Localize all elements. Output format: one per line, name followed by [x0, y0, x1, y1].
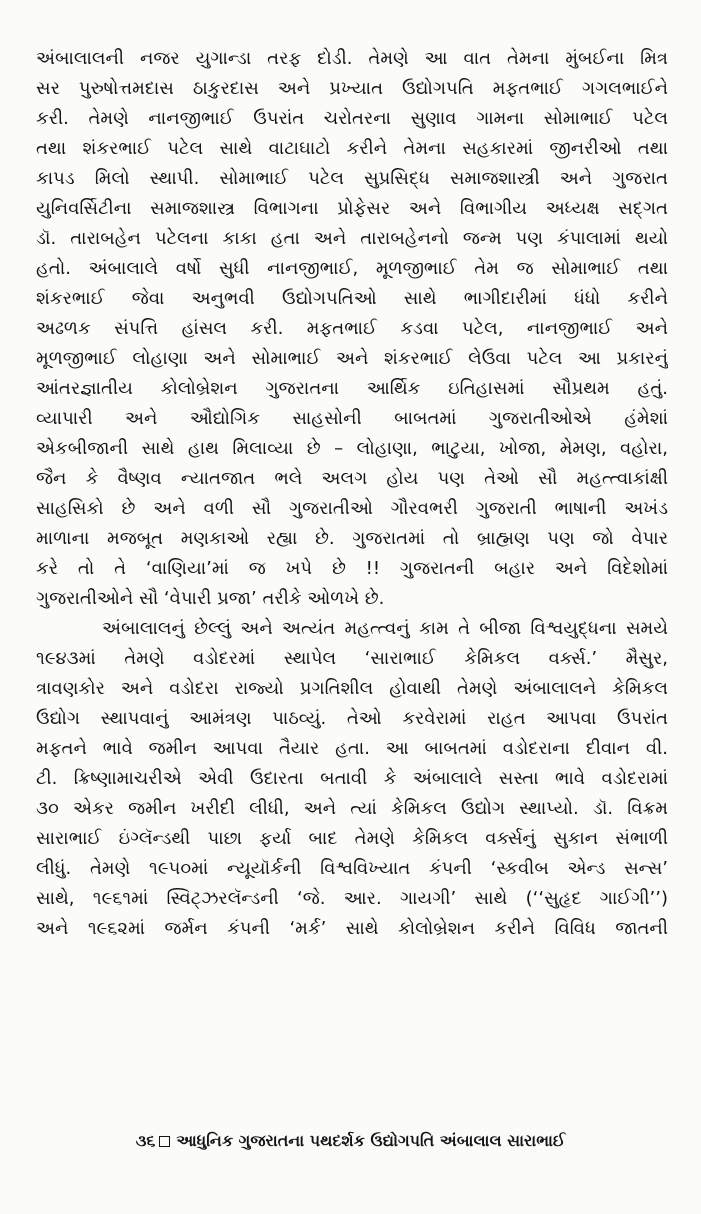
page-number: ૩૬ [135, 1131, 156, 1150]
text-line: એકબીજાની સાથે હાથ મિલાવ્યા છે – લોહાણા, ભાટુયા, ખોજા, મેમણ, વહોરા, [36, 438, 668, 459]
paragraph-1 [36, 44, 668, 614]
text-line: કરી. તેમણે નાનજીભાઈ ઉપરાંત ચરોતરના સુણાવ ગામના સોમાભાઈ પટેલ [36, 108, 668, 129]
text-line: હતો. અંબાલાલે વર્ષો સુધી નાનજીભાઈ, મૂળજીભાઈ તેમ જ સોમાભાઈ તથા [36, 258, 668, 279]
text-line: વ્યાપારી અને ઔદ્યોગિક સાહસોની બાબતમાં ગુજરાતીઓએ હંમેશાં [36, 408, 668, 429]
text-line: ત્રાવણકોર અને વડોદરા રાજ્યો પ્રગતિશીલ હોવાથી તેમણે અંબાલાલને કેમિકલ [36, 678, 668, 699]
text-line: અંબાલાલની નજર યુગાન્ડા તરફ દોડી. તેમણે આ વાત તેમના મુંબઈના મિત્ર [36, 48, 668, 69]
text-line: સાહસિકો છે અને વળી સૌ ગુજરાતીઓ ગૌરવભરી ગુજરાતી ભાષાની અખંડ [36, 498, 668, 519]
text-line: શંકરભાઈ જેવા અનુભવી ઉદ્યોગપતિઓ સાથે ભાગીદારીમાં ધંધો કરીને [36, 288, 668, 309]
text-line: ઉદ્યોગ સ્થાપવાનું આમંત્રણ પાઠવ્યું. તેઓ કરવેરામાં રાહત આપવા ઉપરાંત [36, 708, 668, 729]
text-line: સારાભાઈ ઇંગ્લૅન્ડથી પાછા ફર્યા બાદ તેમણે કેમિકલ વર્ક્સનું સુકાન સંભાળી [36, 828, 668, 849]
body-text [36, 44, 668, 944]
running-title: આધુનિક ગુજરાતના પથદર્શક ઉદ્યોગપતિ અંબાલાલ સારાભાઈ [176, 1131, 566, 1150]
text-line: આંતરજ્ઞાતીય કોલોબ્રેશન ગુજરાતના આર્થિક ઇતિહાસમાં સૌપ્રથમ હતું. [36, 378, 668, 399]
text-line: જૈન કે વૈષ્ણવ ન્યાતજાત ભલે અલગ હોય પણ તેઓ સૌ મહત્ત્વાકાંક્ષી [36, 468, 668, 489]
page-footer [0, 1129, 701, 1153]
text-line: અઢળક સંપત્તિ હાંસલ કરી. મફતભાઈ કડવા પટેલ, નાનજીભાઈ અને [36, 318, 668, 339]
text-line: લીધું. તેમણે ૧૯૫૦માં ન્યૂયૉર્કની વિશ્વવિખ્યાત કંપની ‘સ્કવીબ એન્ડ સન્સ’ [36, 858, 668, 879]
text-line: ગુજરાતીઓને સૌ ‘વેપારી પ્રજા’ તરીકે ઓળખે છે. [36, 588, 385, 609]
text-line: સાથે, ૧૯૬૧માં સ્વિટ્ઝરલૅન્ડની ‘જે. આર. ગાયગી’ સાથે (‘‘સુહૃદ ગાઈગી’’) [36, 888, 668, 909]
text-line: કાપડ મિલો સ્થાપી. સોમાભાઈ પટેલ સુપ્રસિદ્ધ સમાજશાસ્ત્રી અને ગુજરાત [36, 168, 668, 189]
text-line: ૧૯૪૩માં તેમણે વડોદરમાં સ્થાપેલ ‘સારાભાઈ કેમિકલ વર્ક્સ.’ મૈસુર, [36, 648, 668, 669]
text-line: ૩૦ એકર જમીન ખરીદી લીધી, અને ત્યાં કેમિકલ ઉદ્યોગ સ્થાપ્યો. ડૉ. વિક્રમ [36, 798, 668, 819]
box-icon [159, 1136, 170, 1147]
text-line: યુનિવર્સિટીના સમાજશાસ્ત્ર વિભાગના પ્રોફેસર અને વિભાગીય અધ્યક્ષ સદ્‌ગત [36, 198, 668, 219]
text-line: ટી. ક્રિષ્ણામાચરીએ એવી ઉદારતા બતાવી કે અંબાલાલે સસ્તા ભાવે વડોદરામાં [36, 768, 668, 789]
text-line: સર પુરુષોત્તમદાસ ઠાકુરદાસ અને પ્રખ્યાત ઉદ્યોગપતિ મફતભાઈ ગગલભાઈને [36, 78, 668, 99]
text-line: કરે તો તે ‘વાણિયા’માં જ ખપે છે !! ગુજરાતની બહાર અને વિદેશોમાં [36, 558, 668, 579]
text-line: માળાના મજબૂત મણકાઓ રહ્યા છે. ગુજરાતમાં તો બ્રાહ્મણ પણ જો વેપાર [36, 528, 668, 549]
text-line: મૂળજીભાઈ લોહાણા અને સોમાભાઈ અને શંકરભાઈ લેઉવા પટેલ આ પ્રકારનું [36, 348, 668, 369]
text-line: ડૉ. તારાબહેન પટેલના કાકા હતા અને તારાબહેનનો જન્મ પણ કંપાલામાં થયો [36, 228, 668, 249]
text-line: તથા શંકરભાઈ પટેલ સાથે વાટાઘાટો કરીને તેમના સહકારમાં જીનરીઓ તથા [36, 138, 668, 159]
text-line: અને ૧૯૬૨માં જર્મન કંપની ‘મર્ક’ સાથે કોલોબ્રેશન કરીને વિવિધ જાતની [36, 918, 668, 939]
paragraph-2 [36, 614, 668, 944]
text-line: મફતને ભાવે જમીન આપવા તૈયાર હતા. આ બાબતમાં વડોદરાના દીવાન વી. [36, 738, 668, 759]
text-line: અંબાલાલનું છેલ્લું અને અત્યંત મહત્ત્વનું કામ તે બીજા વિશ્વયુદ્ધના સમયે [102, 618, 668, 639]
